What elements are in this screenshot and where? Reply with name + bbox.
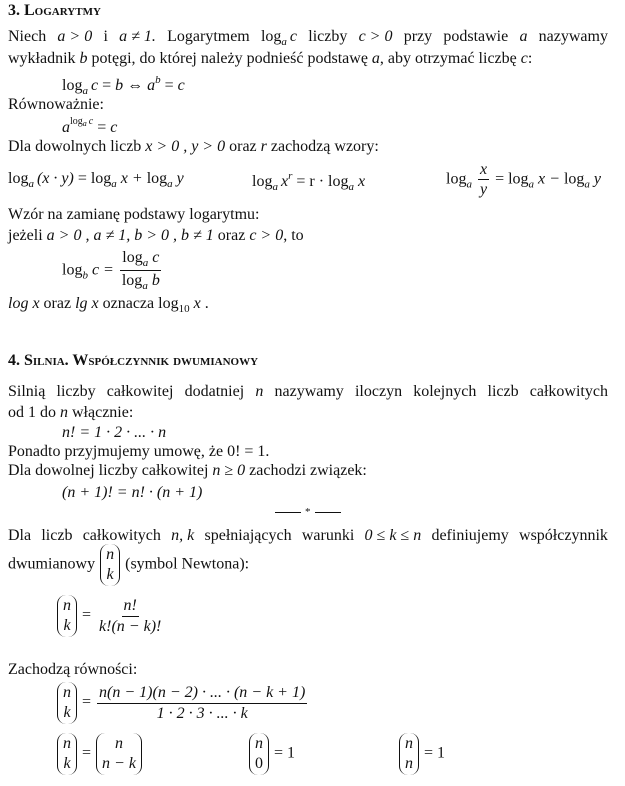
conditions-line: Dla dowolnych liczb x > 0 , y > 0 oraz r zachodzą wzory: <box>8 138 379 155</box>
binomial-definition-line-1: Dla liczb całkowitych n, k spełniających warunki 0 ≤ k ≤ n definiujemy współczynnik <box>8 527 608 544</box>
s4-factorial-line-2: od 1 do n włącznie: <box>8 404 134 421</box>
binomial-n-choose-0: n 0 = 1 <box>248 733 295 775</box>
word: przy <box>403 28 433 45</box>
zero-factorial-convention: Ponadto przyjmujemy umowę, że 0! = 1. <box>8 443 270 460</box>
section-3-number: 3. <box>8 2 20 19</box>
binomial-symmetry-formula: n k = n n − k <box>56 733 143 775</box>
s3-intro-line-2: wykładnik b potęgi, do której należy podnieść podstawę a, aby otrzymać liczbę c: <box>8 50 533 67</box>
binomial-n-choose-n: n n = 1 <box>398 733 445 775</box>
section-3-heading <box>8 2 101 20</box>
section-4-number: 4. <box>8 352 20 369</box>
math-c-gt-0: c > 0 <box>358 28 393 45</box>
word: nazywamy <box>538 28 608 45</box>
binomial-factorial-formula: n k = $\frac{n!}{k!(n - k)!}$ <box>56 595 165 637</box>
factorial-relation-formula: (n + 1)! = n! · (n + 1) <box>62 484 203 501</box>
math-log-a-c: $\log_a c$ <box>260 28 298 48</box>
section-4-heading <box>8 352 258 370</box>
math-a-neq-1: a ≠ 1. <box>119 28 156 45</box>
word: Logarytmem <box>167 28 250 45</box>
s3-intro-line-1 <box>8 28 608 49</box>
word: podstawie <box>443 28 509 45</box>
section-3-title: Logarytmy <box>24 2 101 19</box>
binomial-symbol: n k <box>100 544 120 586</box>
equivalence-label: Równoważnie: <box>8 96 104 113</box>
binomial-definition-line-2: dwumianowy n k (symbol Newtona): <box>8 544 249 586</box>
equalities-label: Zachodzą równości: <box>8 661 138 678</box>
word: i <box>103 28 108 45</box>
log-product-formula: $\log_a (x \cdot y) = \log_a x + \log_a y$ <box>8 170 184 190</box>
change-of-base-formula: $\log_b c$ = $\frac{\log_a c}{\log_a b}$ <box>62 249 160 293</box>
log-power-formula: $\log_a x^r = r \cdot \log_a x$ <box>252 170 366 193</box>
equivalence-formula: $a^{log_a c} = c$ <box>62 116 118 136</box>
log-notation-note: log x oraz lg x oznacza $\log_{10} x$ . <box>8 295 209 315</box>
factorial-relation-label: Dla dowolnej liczby całkowitej n ≥ 0 zachodzi związek: <box>8 462 367 479</box>
section-4-title: Silnia. Współczynnik dwumianowy <box>24 352 259 369</box>
word: Niech <box>8 28 47 45</box>
s4-factorial-line-1: Silnią liczby całkowitej dodatniej n nazywamy iloczyn kolejnych liczb całkowitych <box>8 383 608 400</box>
math-a-gt-0: a > 0 <box>57 28 93 45</box>
change-of-base-label: Wzór na zamianę podstawy logarytmu: <box>8 206 260 223</box>
factorial-formula: n! = 1 · 2 · ... · n <box>62 424 167 441</box>
log-quotient-formula: $\log_a$ $\frac{x}{y}$ = $\log_a x - \log_a y$ <box>446 161 602 199</box>
word: liczby <box>308 28 348 45</box>
math-a: a <box>519 28 528 45</box>
log-definition-formula: $\log_a c = b$ ⇔ $a^b = c$ <box>62 74 185 97</box>
change-of-base-conditions: jeżeli a > 0 , a ≠ 1, b > 0 , b ≠ 1 oraz c > 0, to <box>8 227 304 244</box>
binomial-product-formula: n k = $\frac{n(n - 1)(n - 2) \cdot ... \cdot (n - k + 1)}{1 \cdot 2 \cdot 3 \cdot ... \cdot k}$ <box>56 682 309 724</box>
